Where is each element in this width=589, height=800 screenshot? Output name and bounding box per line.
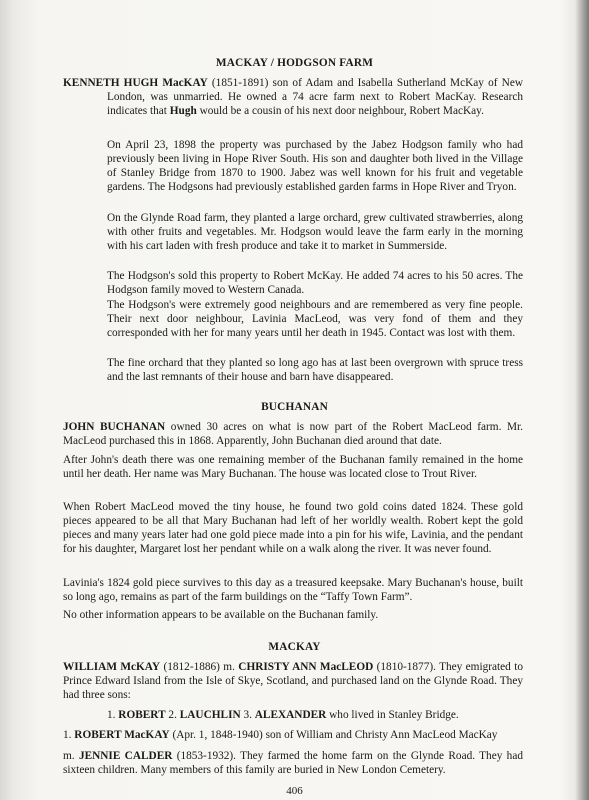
list-number: 1. [63, 729, 75, 741]
paragraph-glynde-road-orchard: On the Glynde Road farm, they planted a large orchard, grew cultivated strawberries, along with other fruits and vegetables. Mr. Hodgson would leave the farm early in the morning with his cart laden with fresh produce and take it to market in Summerside. [107, 212, 523, 252]
paragraph-no-other-info: No other information appears to be available on the Buchanan family. [63, 609, 379, 621]
paragraph-three-sons [107, 708, 523, 722]
page-number: 406 [286, 785, 303, 797]
person-name: CHRISTY ANN MacLEOD [238, 661, 374, 673]
paragraph-text: (1810-1877). They emigrated to Prince Edward Island from the Isle of Skye, Scotland, and purchased land on the Glynde Road. They had three sons: [63, 661, 523, 701]
paragraph-text: (Apr. 1, 1848-1940) son of William and Christy Ann MacLeod MacKay [169, 729, 498, 741]
person-name: ROBERT [118, 709, 166, 721]
list-number: 1. [107, 709, 119, 721]
paragraph-text: m. [63, 750, 79, 762]
person-name: WILLIAM McKAY [63, 661, 161, 673]
paragraph-jennie-calder [63, 749, 523, 777]
paragraph-william-mckay [63, 660, 523, 702]
paragraph-kenneth-hugh [63, 76, 523, 118]
paragraph-gold-coins: When Robert MacLeod moved the tiny house, he found two gold coins dated 1824. These gold pieces appeared to be all that Mary Buchanan had left of her worldly wealth. Robert kept the gold pieces and many years later had one gold piece made into a pin for his wife, Lavinia, and the pendant for his daughter, Margaret lost her pendant while on a walk along the river. It was never found. [63, 501, 523, 555]
paragraph-text: owned 30 acres on what is now part of the Robert MacLeod farm. Mr. MacLeod purchased this in 1868. Apparently, John Buchanan died around that date. [63, 421, 523, 447]
person-name: ALEXANDER [254, 709, 327, 721]
person-name: KENNETH HUGH MacKAY [63, 77, 208, 89]
paragraph-gold-piece-keepsake: Lavinia's 1824 gold piece survives to this day as a treasured keepsake. Mary Buchanan's house, built so long ago, remains as part of the farm buildings on the “Taffy Town Farm”. [63, 577, 523, 603]
paragraph-john-buchanan [63, 420, 523, 448]
person-name: ROBERT MacKAY [74, 729, 170, 741]
paragraph-text: (1812-1886) m. [160, 661, 239, 673]
paragraph-text: who lived in Stanley Bridge. [326, 709, 459, 721]
person-name: Hugh [169, 105, 197, 117]
paragraph-text: (1851-1891) son of Adam and Isabella Sutherland McKay of New London, was unmarried. He owned a 74 acre farm next to Robert MacKay. Research indicates that [107, 77, 523, 117]
person-name: JOHN BUCHANAN [63, 421, 166, 433]
person-name: LAUCHLIN [179, 709, 241, 721]
paragraph-hodgson-sold: The Hodgson's sold this property to Robert McKay. He added 74 acres to his 50 acres. The Hodgson family moved to Western Canada. [107, 270, 523, 296]
paragraph-mary-buchanan: After John's death there was one remaining member of the Buchanan family remained in the home until her death. Her name was Mary Buchanan. The house was located close to Trout River. [63, 454, 523, 480]
paragraph-text: would be a cousin of his next door neighbour, Robert MacKay. [196, 105, 484, 117]
section-heading-mackay: MACKAY [268, 641, 321, 653]
paragraph-robert-mackay [63, 728, 523, 742]
paragraph-hodgson-purchase: On April 23, 1898 the property was purchased by the Jabez Hodgson family who had previously been living in Hope River South. His son and daughter both lived in the Village of Stanley Bridge from 1870 to 1900. Jabez was well known for his fruit and vegetable gardens. The Hodgsons had previously established garden farms in Hope River and Tryon. [107, 139, 523, 193]
list-number: 2. [165, 709, 180, 721]
section-heading-buchanan: BUCHANAN [261, 401, 328, 413]
paragraph-text: (1853-1932). They farmed the home farm on the Glynde Road. They had sixteen children. Many members of this family are buried in New London Cemetery. [63, 750, 523, 776]
person-name: JENNIE CALDER [78, 750, 173, 762]
section-heading-mackay-hodgson: MACKAY / HODGSON FARM [215, 57, 374, 69]
paragraph-hodgson-neighbours: The Hodgson's were extremely good neighbours and are remembered as very fine people. Their next door neighbour, Lavinia MacLeod, was very fond of them and they corresponded with her for many years until her death in 1945. Contact was lost with them. [107, 299, 523, 339]
paragraph-fine-orchard: The fine orchard that they planted so long ago has at last been overgrown with spruce tress and the last remnants of their house and barn have disappeared. [107, 357, 523, 383]
list-number: 3. [240, 709, 255, 721]
